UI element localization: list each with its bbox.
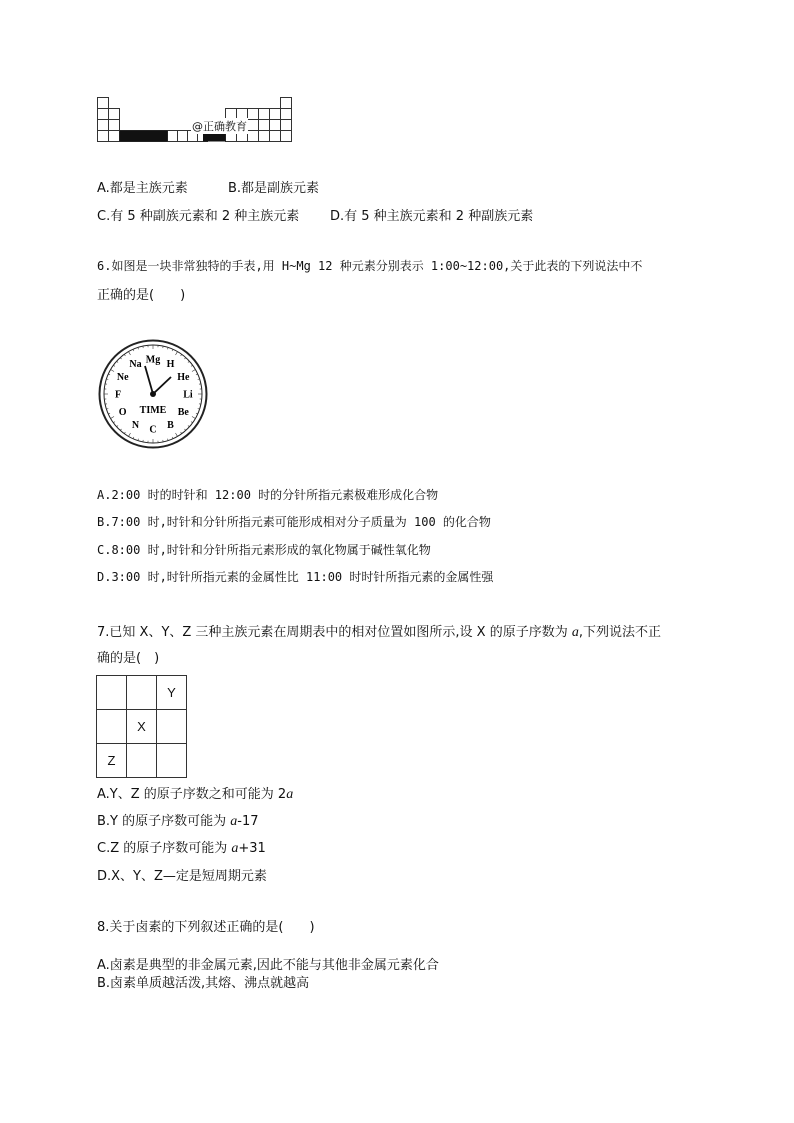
q7-option-b-var: a [230, 814, 238, 829]
xyz-position-table [96, 675, 187, 778]
clock-symbol-o: O [118, 407, 127, 418]
q5-option-d: D.有 5 种主族元素和 2 种副族元素 [330, 209, 534, 224]
q6-option-a: A.2:00 时的时针和 12:00 时的分针所指元素极难形成化合物 [97, 488, 439, 502]
q6-stem-line1: 6.如图是一块非常独特的手表,用 H~Mg 12 种元素分别表示 1:00~12:00,关于此表的下列说法中不 [97, 259, 643, 273]
q7-option-c-tail: +31 [238, 841, 266, 856]
table-cell [157, 744, 187, 778]
q8-option-b: B.卤素单质越活泼,其熔、沸点就越高 [97, 976, 310, 991]
element-clock [98, 339, 208, 449]
table-cell: Z [97, 744, 127, 778]
table-cell [157, 710, 187, 744]
clock-symbol-n: N [131, 419, 140, 431]
q8-stem: 8.关于卤素的下列叙述正确的是( ) [97, 920, 315, 935]
clock-symbol-mg: Mg [145, 354, 161, 366]
clock-symbol-he: He [177, 372, 190, 383]
q7-option-b-text: B.Y 的原子序数可能为 [97, 814, 231, 829]
q5-option-a: A.都是主族元素 [97, 181, 188, 196]
clock-symbol-li: Li [183, 389, 193, 401]
clock-symbol-b: B [167, 419, 174, 431]
q7-option-d: D.X、Y、Z—定是短周期元素 [97, 869, 267, 884]
clock-center-label: TIME [139, 405, 167, 416]
q7-stem-line1 [97, 621, 661, 641]
table-cell [97, 710, 127, 744]
table-cell [127, 676, 157, 710]
table-cell [127, 744, 157, 778]
q7-option-a [97, 783, 293, 803]
q6-stem-line2: 正确的是( ) [97, 288, 186, 303]
clock-symbol-f: F [114, 389, 122, 401]
q5-option-b: B.都是副族元素 [228, 181, 320, 196]
q7-option-b-tail: -17 [237, 814, 259, 829]
clock-symbol-h: H [166, 359, 175, 371]
clock-symbol-be: Be [177, 407, 189, 418]
q7-option-a-text: A.Y、Z 的原子序数之和可能为 2 [97, 787, 287, 802]
clock-symbol-na: Na [129, 359, 142, 371]
table-cell: X [127, 710, 157, 744]
table-cell: Y [157, 676, 187, 710]
q7-stem-line2: 确的是( ) [97, 651, 160, 666]
q6-option-c: C.8:00 时,时针和分针所指元素形成的氧化物属于碱性氧化物 [97, 543, 431, 557]
watermark: @正确教育 [192, 120, 247, 133]
clock-symbol-ne: Ne [116, 372, 129, 383]
q8-option-a: A.卤素是典型的非金属元素,因此不能与其他非金属元素化合 [97, 958, 439, 973]
q7-stem-text-b: ,下列说法不正 [578, 625, 661, 640]
table-cell [97, 676, 127, 710]
clock-symbol-c: C [149, 424, 157, 436]
q5-option-c: C.有 5 种副族元素和 2 种主族元素 [97, 209, 300, 224]
q7-option-c [97, 837, 266, 857]
q6-option-d: D.3:00 时,时针所指元素的金属性比 11:00 时时针所指元素的金属性强 [97, 570, 494, 584]
clock-center-dot [150, 391, 156, 397]
pt-shaded-block-left [120, 131, 168, 142]
q7-stem-var: a [571, 625, 579, 640]
q7-option-c-var: a [231, 841, 239, 856]
q7-option-b [97, 810, 259, 830]
q7-stem-text-a: 7.已知 X、Y、Z 三种主族元素在周期表中的相对位置如图所示,设 X 的原子序数为 [97, 625, 572, 640]
q6-option-b: B.7:00 时,时针和分针所指元素可能形成相对分子质量为 100 的化合物 [97, 515, 491, 529]
q7-option-c-text: C.Z 的原子序数可能为 [97, 841, 232, 856]
q7-option-a-var: a [286, 787, 294, 802]
